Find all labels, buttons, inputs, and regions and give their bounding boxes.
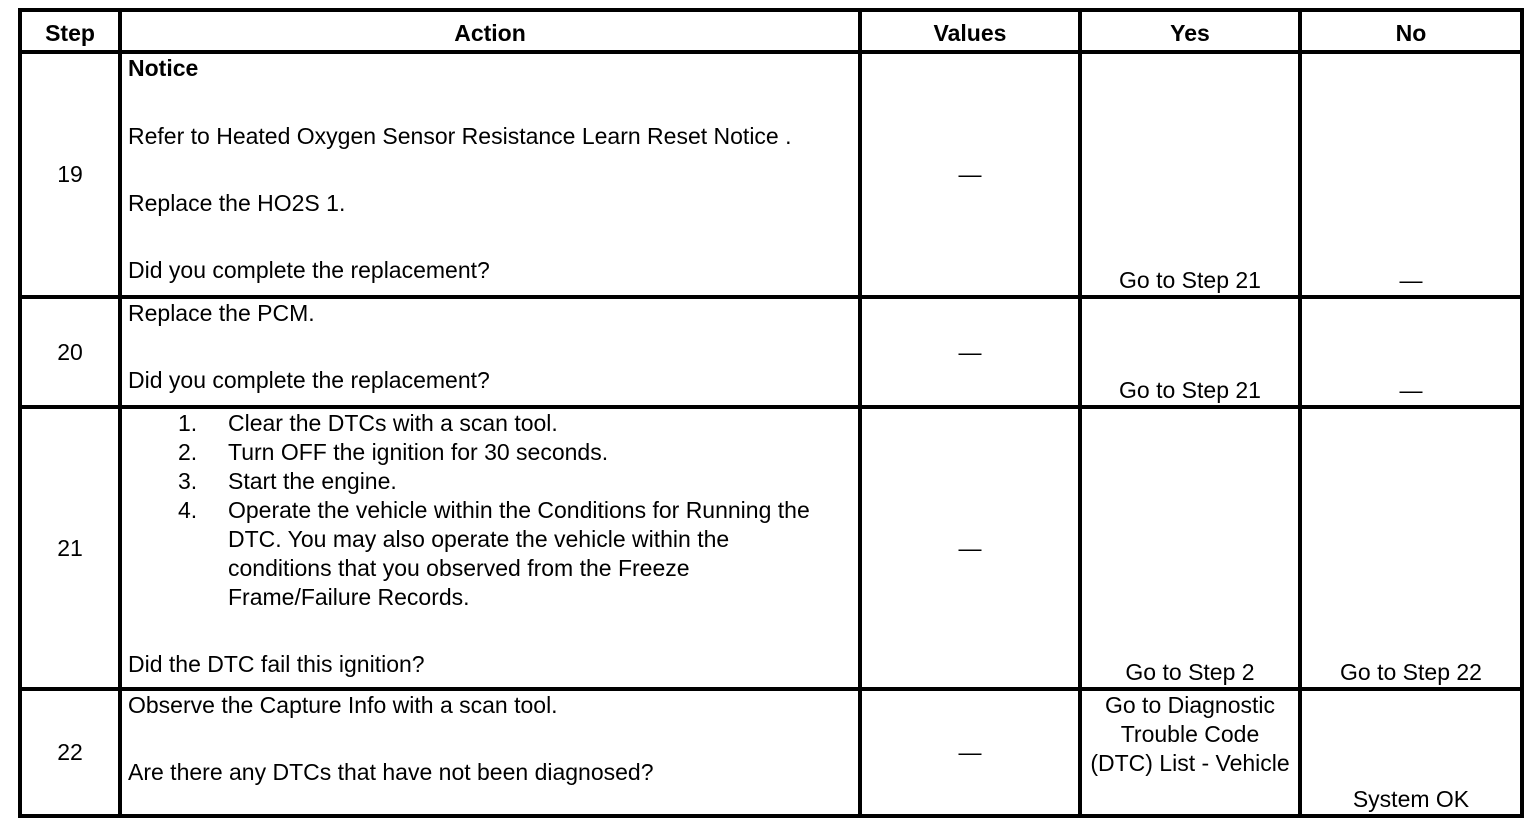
action-instruction: Observe the Capture Info with a scan tool. [128, 692, 558, 718]
list-item [128, 438, 852, 467]
header-no: No [1300, 10, 1522, 52]
header-yes: Yes [1080, 10, 1300, 52]
list-item [128, 467, 852, 496]
action-cell [120, 689, 860, 816]
list-item [128, 409, 852, 438]
action-question: Did the DTC fail this ignition? [128, 651, 425, 677]
procedure-list [128, 409, 852, 612]
table-row-step-19 [20, 52, 1522, 297]
diagnostic-table [18, 8, 1524, 818]
list-item-text: Clear the DTCs with a scan tool. [228, 410, 558, 436]
list-item-number: 4. [178, 497, 198, 523]
yes-cell[interactable]: Go to Diagnostic Trouble Code (DTC) List - Vehicle [1080, 689, 1300, 816]
list-item-number: 3. [178, 468, 198, 494]
no-cell: — [1300, 297, 1522, 407]
list-item-text: Operate the vehicle within the Conditions for Running the DTC. You may also operate the vehicle within the conditions that you observed from the Freeze Frame/Failure Records. [228, 497, 810, 610]
table-row-step-22 [20, 689, 1522, 816]
table-row-step-20 [20, 297, 1522, 407]
action-question: Are there any DTCs that have not been diagnosed? [128, 759, 654, 785]
no-cell: — [1300, 52, 1522, 297]
no-cell[interactable]: Go to Step 22 [1300, 407, 1522, 689]
header-values: Values [860, 10, 1080, 52]
step-number: 22 [20, 689, 120, 816]
values-cell: — [860, 52, 1080, 297]
list-item-text: Start the engine. [228, 468, 397, 494]
action-question: Did you complete the replacement? [128, 367, 490, 393]
action-instruction: Replace the HO2S 1. [128, 190, 346, 216]
step-number: 20 [20, 297, 120, 407]
list-item-number: 2. [178, 439, 198, 465]
list-item [128, 496, 852, 612]
values-cell: — [860, 689, 1080, 816]
action-instruction: Replace the PCM. [128, 300, 315, 326]
values-cell: — [860, 297, 1080, 407]
action-question: Did you complete the replacement? [128, 257, 490, 283]
yes-cell[interactable]: Go to Step 21 [1080, 52, 1300, 297]
yes-cell[interactable]: Go to Step 2 [1080, 407, 1300, 689]
no-cell: System OK [1300, 689, 1522, 816]
action-cell [120, 52, 860, 297]
notice-label: Notice [128, 55, 199, 81]
values-cell: — [860, 407, 1080, 689]
header-action: Action [120, 10, 860, 52]
step-number: 19 [20, 52, 120, 297]
header-row [20, 10, 1522, 52]
list-item-number: 1. [178, 410, 198, 436]
header-step: Step [20, 10, 120, 52]
action-cell [120, 407, 860, 689]
yes-cell[interactable]: Go to Step 21 [1080, 297, 1300, 407]
table-row-step-21 [20, 407, 1522, 689]
list-item-text: Turn OFF the ignition for 30 seconds. [228, 439, 609, 465]
notice-link-text[interactable]: Refer to Heated Oxygen Sensor Resistance Learn Reset Notice . [128, 123, 792, 149]
step-number: 21 [20, 407, 120, 689]
action-cell [120, 297, 860, 407]
